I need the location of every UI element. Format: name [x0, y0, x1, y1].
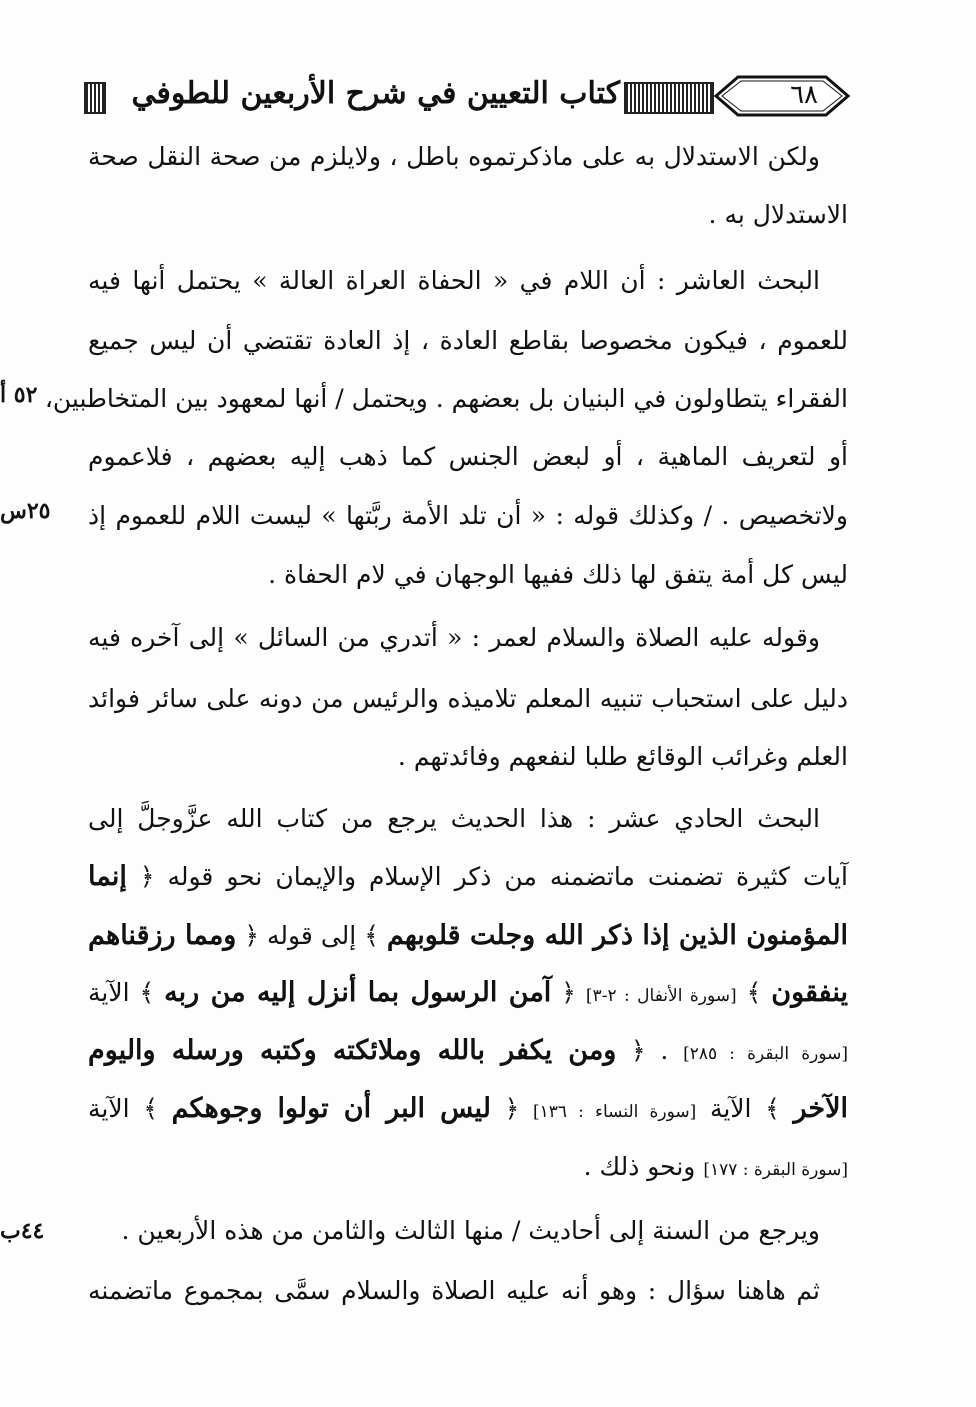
- text-run: للعموم ، فيكون مخصوصا بقاطع العادة ، إذ العادة تقتضي أن ليس جميع: [88, 326, 848, 355]
- text-line: [44, 380, 848, 418]
- margin-note: ٥٢ أ: [0, 382, 38, 408]
- text-line: [88, 556, 848, 594]
- quran-quote: ليس البر أن تولوا وجوهكم: [171, 1093, 491, 1124]
- text-run: ويرجع من السنة إلى أحاديث / منها الثالث والثامن من هذه الأربعين .: [121, 1216, 820, 1245]
- page-number-frame: [712, 74, 852, 118]
- text-run: ﴾ الآية: [88, 1094, 172, 1123]
- quran-quote: إنما: [88, 861, 127, 892]
- text-run: ﴾ الآية: [88, 978, 165, 1007]
- citation: [سورة البقرة : ١٧٧]: [703, 1160, 848, 1180]
- text-run: ﴾: [736, 978, 772, 1007]
- quran-quote: آمن الرسول بما أنزل إليه من ربه: [164, 977, 552, 1008]
- page-number: ٦٨: [790, 80, 818, 110]
- text-run: آيات كثيرة تضمنت ماتضمنه من ذكر الإسلام والإيمان نحو قوله ﴿: [126, 862, 848, 891]
- text-run: . ﴿: [616, 1036, 684, 1065]
- text-line: [88, 917, 848, 955]
- text-run: ولكن الاستدلال به على ماذكرتموه باطل ، ولايلزم من صحة النقل صحة: [88, 142, 820, 171]
- text-line: [88, 1212, 820, 1250]
- text-run: الاستدلال به .: [708, 200, 848, 229]
- text-line: [88, 322, 848, 360]
- page-header: [80, 72, 852, 122]
- book-title: كتاب التعيين في شرح الأربعين للطوفي: [131, 76, 620, 111]
- quran-quote: المؤمنون الذين إذا ذكر الله وجلت قلوبهم: [386, 920, 848, 951]
- text-run: ﴿: [490, 1094, 533, 1123]
- margin-note: ٤٤ب: [0, 1218, 45, 1244]
- text-line: [88, 974, 848, 1015]
- text-run: ﴾ إلى قوله ﴿: [236, 921, 387, 950]
- text-line: [88, 1148, 848, 1189]
- citation: [سورة النساء : ١٣٦]: [532, 1102, 697, 1122]
- quran-quote: الآخر: [793, 1093, 849, 1124]
- text-line: [88, 1090, 848, 1131]
- text-run: وقوله عليه الصلاة والسلام لعمر : « أتدري من السائل » إلى آخره فيه: [88, 623, 820, 652]
- text-line: [88, 138, 820, 176]
- text-run: العلم وغرائب الوقائع طلبا لنفعهم وفائدتهم .: [397, 742, 848, 771]
- header-ornament-left: [84, 82, 106, 114]
- text-run: ﴿: [551, 978, 586, 1007]
- text-line: [88, 680, 848, 718]
- quran-quote: ينفقون: [771, 977, 849, 1008]
- text-run: ﴾ الآية: [696, 1094, 794, 1123]
- text-run: ليس كل أمة يتفق لها ذلك ففيها الوجهان في لام الحفاة .: [268, 560, 848, 589]
- text-line: [88, 262, 820, 300]
- citation: [سورة الأنفال : ٢-٣]: [585, 986, 737, 1006]
- quran-quote: ومما رزقناهم: [88, 920, 237, 951]
- text-run: البحث الحادي عشر : هذا الحديث يرجع من كتاب الله عزَّوجلَّ إلى: [88, 804, 820, 833]
- text-line: [88, 438, 848, 476]
- text-run: ثم هاهنا سؤال : وهو أنه عليه الصلاة والسلام سمَّى بمجموع ماتضمنه: [88, 1276, 820, 1305]
- text-line: [88, 196, 848, 234]
- margin-note: ٢٥س: [0, 498, 51, 524]
- text-run: ولاتخصيص . / وكذلك قوله : « أن تلد الأمة ربَّتها » ليست اللام للعموم إذ: [88, 501, 848, 530]
- header-ornament-right: [624, 82, 714, 114]
- text-line: [88, 738, 848, 776]
- citation: [سورة البقرة : ٢٨٥]: [683, 1044, 848, 1064]
- text-line: [88, 1032, 848, 1073]
- text-line: [88, 800, 820, 838]
- text-line: [88, 858, 848, 896]
- text-run: أو لتعريف الماهية ، أو لبعض الجنس كما ذهب إليه بعضهم ، فلاعموم: [88, 442, 848, 471]
- quran-quote: ومن يكفر بالله وملائكته وكتبه ورسله واليوم: [88, 1035, 617, 1066]
- text-run: البحث العاشر : أن اللام في « الحفاة العراة العالة » يحتمل أنها فيه: [88, 266, 820, 295]
- text-run: دليل على استحباب تنبيه المعلم تلاميذه والرئيس من دونه على سائر فوائد: [88, 684, 848, 713]
- text-run: ونحو ذلك .: [583, 1152, 704, 1181]
- text-line: [88, 1272, 820, 1310]
- text-run: الفقراء يتطاولون في البنيان بل بعضهم . ويحتمل / أنها لمعهود بين المتخاطبين،: [44, 384, 848, 413]
- text-line: [88, 619, 820, 657]
- text-line: [88, 497, 848, 535]
